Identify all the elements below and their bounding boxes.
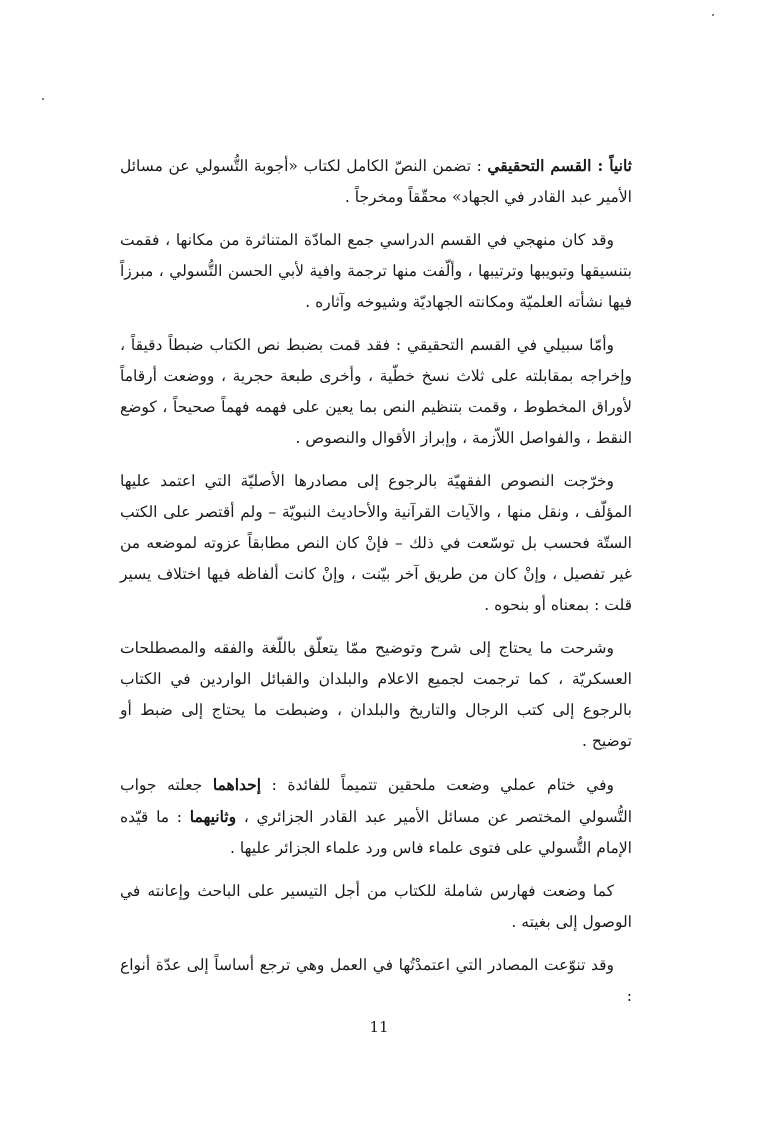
paragraph: وقد كان منهجي في القسم الدراسي جمع المادّة المتناثرة من مكانها ، فقمت بتنسيقها وتبويبها وترتيبها ، وألّفت منها ترجمة وافية لأبي الحسن التُّسولي ، مبرزاً فيها نشأته العلميّة ومكانته الجهاديّة وشيوخه وآثاره . [120,231,632,311]
paragraph-text: : ما قيّده الإمام التُّسولي على فتوى علماء فاس ورد علماء الجزائر عليها . [120,808,632,857]
paragraph [120,150,632,213]
paragraph: وقد تنوّعت المصادر التي اعتمدْتُها في العمل وهي ترجع أساساً إلى عدّة أنواع : [120,956,632,1005]
paragraph: وأمّا سبيلي في القسم التحقيقي : فقد قمت بضبط نص الكتاب ضبطاً دقيقاً ، وإخراجه بمقابلته على ثلاث نسخ خطّية ، وأخرى طبعة حجرية ، ووضعت أرقاماً لأوراق المخطوط ، وقمت بتنظيم النص بما يعين على فهمه فهماً صحيحاً ، كوضع النقط ، والفواصل اللاّزمة ، وإبراز الأقوال والنصوص . [120,336,632,447]
section-heading: ثانياً : القسم التحقيقي [487,156,632,175]
paragraph [120,769,632,864]
scan-speck [42,98,44,100]
emphasis-first: إحداهما [212,775,262,794]
paragraph: كما وضعت فهارس شاملة للكتاب من أجل التيسير على الباحث وإعانته في الوصول إلى بغيته . [120,882,632,931]
paragraph: وخرّجت النصوص الفقهيّة بالرجوع إلى مصادرها الأصليّة التي اعتمد عليها المؤلّف ، ونقل منها ، والآيات القرآنية والأحاديث النبويّة – ولم أقتصر على الكتب الستّة فحسب بل توسّعت في ذلك – فإنْ كان النص مطابقاً عزوته لموضعه من غير تفصيل ، وإنْ كان من طريق آخر بيّنت ، وإنْ كانت ألفاظه فيها اختلاف يسير قلت : بمعناه أو بنحوه . [120,472,632,614]
document-body [120,150,632,1024]
paragraph-text: وفي ختام عملي وضعت ملحقين تتميماً للفائدة : [261,776,614,794]
paragraph: وشرحت ما يحتاج إلى شرح وتوضيح ممّا يتعلّق باللّغة والفقه والمصطلحات العسكريّة ، كما ترجمت لجميع الاعلام والبلدان والقبائل الواردين في الكتاب بالرجوع إلى كتب الرجال والتاريخ والبلدان ، وضبطت ما يحتاج إلى ضبط أو توضيح . [120,639,632,750]
paragraph-text: جعلته جواب التُّسولي المختصر عن مسائل الأمير عبد القادر الجزائري ، [120,776,633,826]
page-number: 11 [369,1018,389,1036]
scan-speck [712,14,714,16]
emphasis-second: وثانيهما [189,807,237,826]
paragraph-text: : تضمن النصّ الكامل لكتاب «أجوبة التُّسولي عن مسائل الأمير عبد القادر في الجهاد» محقّقاً ومخرجاً . [120,157,632,206]
